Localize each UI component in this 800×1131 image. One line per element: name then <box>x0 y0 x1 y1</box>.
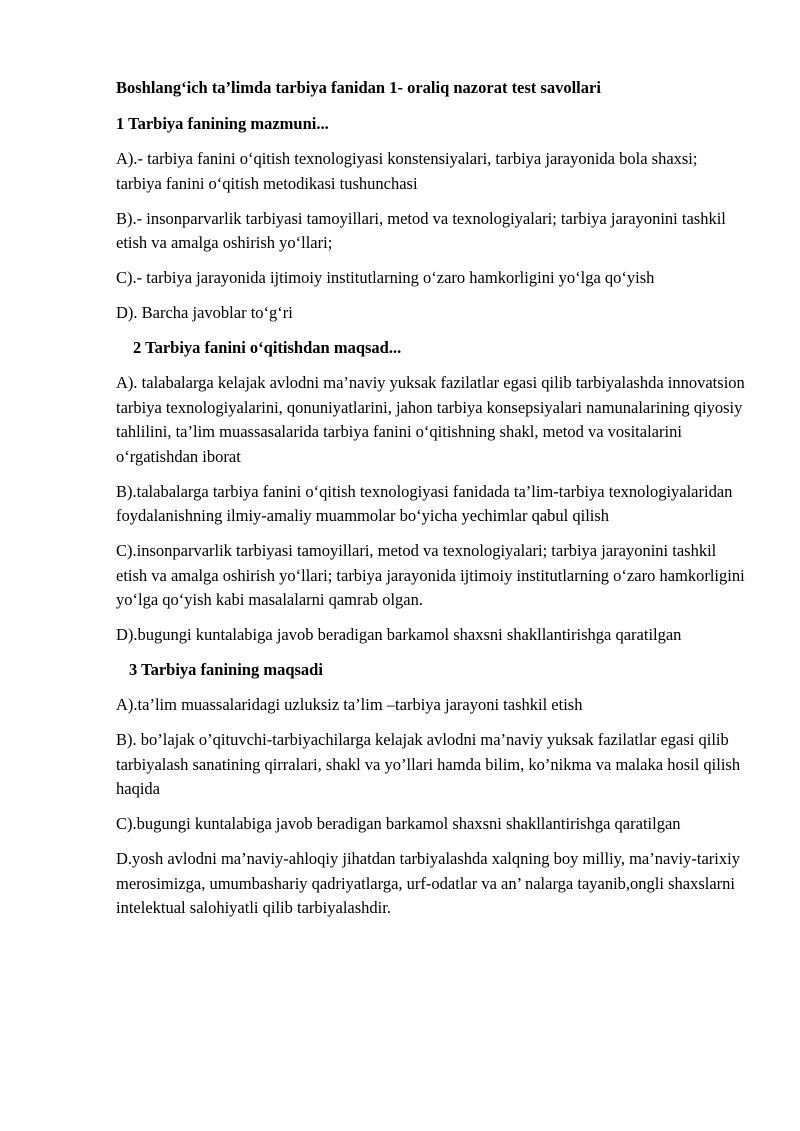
question-2-option-b: B).talabalarga tarbiya fanini o‘qitish texnologiyasi fanidada ta’lim-tarbiya texnologiyalaridan foydalanishning ilmiy-amaliy muammolar bo‘yicha yechimlar qabul qilish <box>116 481 733 525</box>
document-page <box>116 76 746 931</box>
question-1-option-a: A).- tarbiya fanini o‘qitish texnologiyasi konstensiyalari, tarbiya jarayonida bola shaxsi; tarbiya fanini o‘qitish metodikasi tushunchasi <box>116 149 698 193</box>
question-2-option-a: A). talabalarga kelajak avlodni ma’naviy yuksak fazilatlar egasi qilib tarbiyalashda innovatsion tarbiya texnologiyalarini, qonuniyatlarini, jahon tarbiya konsepsiyalari namunalarining qiyosiy tahlilini, ta’lim muassasalarida tarbiya fanini o‘qitishning shakl, metod va vositalarini o‘rgatishdan iborat <box>116 373 745 466</box>
question-3-option-b: B). bo’lajak o’qituvchi-tarbiyachilarga kelajak avlodni ma’naviy yuksak fazilatlar egasi qilib tarbiyalash sanatining qirralari, shakl va yo’llari hamda bilim, ko’nikma va malaka hosil qilish haqida <box>116 730 741 798</box>
document-title: Boshlang‘ich ta’limda tarbiya fanidan 1- oraliq nazorat test savollari <box>116 78 601 97</box>
question-heading-2: 2 Tarbiya fanini o‘qitishdan maqsad... <box>133 338 402 357</box>
question-2-option-c: C).insonparvarlik tarbiyasi tamoyillari, metod va texnologiyalari; tarbiya jarayonini tashkil etish va amalga oshirish yo‘llari; tarbiya jarayonida ijtimoiy institutlarning o‘zaro hamkorligini yo‘lga qo‘yish kabi masalalarni qamrab olgan. <box>116 541 745 609</box>
question-1-option-d: D). Barcha javoblar to‘g‘ri <box>116 303 293 322</box>
question-block-3 <box>116 658 746 921</box>
question-1-option-b: B).- insonparvarlik tarbiyasi tamoyillari, metod va texnologiyalari; tarbiya jarayonini tashkil etish va amalga oshirish yo‘llari; <box>116 208 726 252</box>
question-heading-1: 1 Tarbiya fanining mazmuni... <box>116 114 329 133</box>
question-heading-3: 3 Tarbiya fanining maqsadi <box>129 660 323 679</box>
question-3-option-c: C).bugungi kuntalabiga javob beradigan barkamol shaxsni shakllantirishga qaratilgan <box>116 814 681 833</box>
question-3-option-a: A).ta’lim muassalaridagi uzluksiz ta’lim –tarbiya jarayoni tashkil etish <box>116 695 583 714</box>
question-block-1 <box>116 112 746 326</box>
question-1-option-c: C).- tarbiya jarayonida ijtimoiy institutlarning o‘zaro hamkorligini yo‘lga qo‘yish <box>116 268 655 287</box>
question-2-option-d: D).bugungi kuntalabiga javob beradigan barkamol shaxsni shakllantirishga qaratilgan <box>116 625 682 644</box>
question-3-option-d: D.yosh avlodni ma’naviy-ahloqiy jihatdan tarbiyalashda xalqning boy milliy, ma’naviy-tarixiy merosimizga, umumbashariy qadriyatlarga, urf-odatlar va an’ nalarga tayanib,ongli shaxslarni intelektual salohiyatli qilib tarbiyalashdir. <box>116 849 740 917</box>
question-block-2 <box>116 336 746 648</box>
